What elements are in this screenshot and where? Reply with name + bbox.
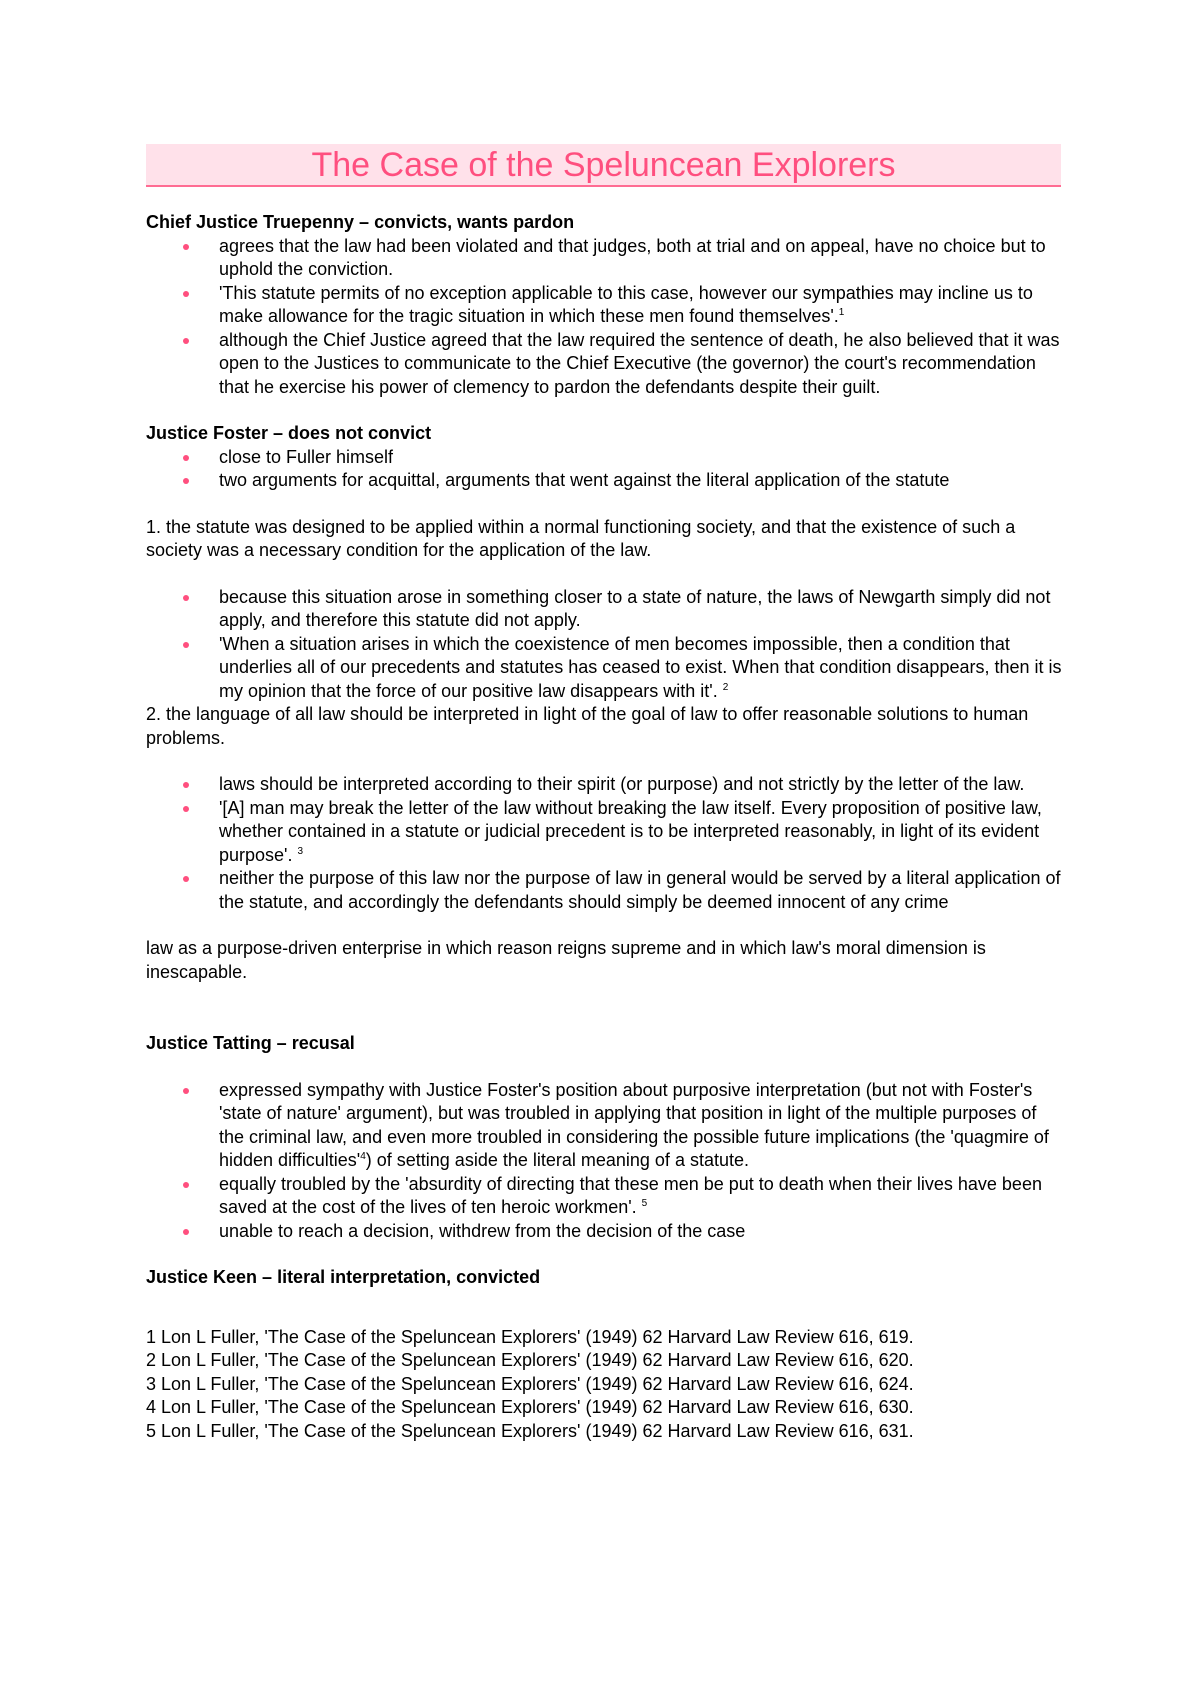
spacer	[146, 399, 1064, 422]
spacer	[146, 563, 1064, 586]
bullet-icon	[183, 455, 189, 461]
footnote-ref: 4	[360, 1151, 366, 1162]
spacer	[146, 493, 1064, 516]
bullet-text: equally troubled by the 'absurdity of directing that these men be put to death when their lives have been saved at the cost of the lives of ten heroic workmen'.	[219, 1173, 1042, 1217]
truepenny-bullet-list	[146, 235, 1064, 400]
bullet-text: 'When a situation arises in which the coexistence of men becomes impossible, then a condition that underlies all of our precedents and statutes has ceased to exist. When that condition disappears, then it is my opinion that the force of our positive law disappears with it'.	[219, 633, 1062, 701]
foster-point2-bullet-list	[146, 773, 1064, 914]
bullet-icon	[183, 478, 189, 484]
document-body	[146, 211, 1064, 1443]
list-item	[219, 773, 1064, 797]
footnotes	[146, 1326, 1064, 1444]
list-item	[219, 235, 1064, 282]
bullet-text: '[A] man may break the letter of the law without breaking the law itself. Every proposition of positive law, whether contained in a statute or judicial precedent is to be interpreted reasonably, in light of its evident purpose'.	[219, 797, 1042, 865]
bullet-icon	[183, 642, 189, 648]
bullet-icon	[183, 876, 189, 882]
list-item	[219, 586, 1064, 633]
bullet-icon	[183, 806, 189, 812]
list-item	[219, 1079, 1064, 1173]
heading-tatting: Justice Tatting – recusal	[146, 1033, 355, 1053]
footnote: 5 Lon L Fuller, 'The Case of the Speluncean Explorers' (1949) 62 Harvard Law Review 616, 631.	[146, 1420, 914, 1441]
title-banner	[146, 144, 1061, 187]
bullet-icon	[183, 338, 189, 344]
list-item	[219, 1173, 1064, 1220]
bullet-icon	[183, 1088, 189, 1094]
bullet-text: unable to reach a decision, withdrew from the decision of the case	[219, 1220, 746, 1241]
bullet-text: laws should be interpreted according to their spirit (or purpose) and not strictly by the letter of the law.	[219, 774, 1025, 794]
tatting-bullet-list	[146, 1079, 1064, 1244]
footnote-ref: 2	[722, 681, 729, 693]
list-item	[219, 469, 1064, 493]
spacer	[146, 914, 1064, 937]
list-item	[219, 329, 1064, 400]
list-item	[219, 446, 1064, 470]
footnote-ref: 5	[641, 1198, 648, 1209]
foster-summary: law as a purpose-driven enterprise in which reason reigns supreme and in which law's moral dimension is inescapable.	[146, 938, 986, 982]
spacer	[146, 750, 1064, 773]
list-item	[219, 867, 1064, 914]
bullet-text: 'This statute permits of no exception applicable to this case, however our sympathies may incline us to make allowance for the tragic situation in which these men found themselves'.	[219, 282, 1033, 326]
bullet-text: neither the purpose of this law nor the purpose of law in general would be served by a literal application of the statute, and accordingly the defendants should simply be deemed innocent of any crime	[219, 868, 1061, 912]
footnote: 1 Lon L Fuller, 'The Case of the Speluncean Explorers' (1949) 62 Harvard Law Review 616, 619.	[146, 1326, 914, 1347]
document-title: The Case of the Speluncean Explorers	[311, 146, 896, 184]
footnote: 3 Lon L Fuller, 'The Case of the Speluncean Explorers' (1949) 62 Harvard Law Review 616, 624.	[146, 1373, 914, 1394]
bullet-text: ) of setting aside the literal meaning of a statute.	[365, 1150, 749, 1170]
bullet-icon	[183, 1229, 189, 1235]
bullet-icon	[183, 1182, 189, 1188]
bullet-icon	[183, 782, 189, 788]
foster-bullet-list	[146, 446, 1064, 493]
footnote: 2 Lon L Fuller, 'The Case of the Speluncean Explorers' (1949) 62 Harvard Law Review 616, 620.	[146, 1350, 914, 1370]
bullet-icon	[183, 291, 189, 297]
spacer	[146, 1243, 1064, 1266]
heading-keen: Justice Keen – literal interpretation, convicted	[146, 1267, 541, 1287]
bullet-text: expressed sympathy with Justice Foster's position about purposive interpretation (but not with Foster's 'state of nature' argument), but was troubled in applying that position in light of the multiple purposes of the criminal law, and even more troubled in considering the possible future implications (the 'quagmire of hidden difficulties'	[219, 1079, 1049, 1170]
spacer	[146, 1056, 1064, 1079]
list-item	[219, 797, 1064, 868]
heading-truepenny: Chief Justice Truepenny – convicts, wants pardon	[146, 212, 575, 232]
foster-point1-bullet-list	[146, 586, 1064, 704]
foster-point-2: 2. the language of all law should be interpreted in light of the goal of law to offer reasonable solutions to human problems.	[146, 704, 1029, 748]
foster-point-1: 1. the statute was designed to be applied within a normal functioning society, and that the existence of such a society was a necessary condition for the application of the law.	[146, 516, 1016, 560]
list-item	[219, 282, 1064, 329]
bullet-text: because this situation arose in something closer to a state of nature, the laws of Newgarth simply did not apply, and therefore this statute did not apply.	[219, 586, 1051, 630]
list-item	[219, 1220, 1064, 1244]
spacer	[146, 1290, 1064, 1326]
bullet-icon	[183, 244, 189, 250]
bullet-icon	[183, 595, 189, 601]
footnote: 4 Lon L Fuller, 'The Case of the Speluncean Explorers' (1949) 62 Harvard Law Review 616, 630.	[146, 1397, 914, 1417]
spacer	[146, 984, 1064, 1032]
list-item	[219, 633, 1064, 704]
bullet-text: although the Chief Justice agreed that the law required the sentence of death, he also believed that it was open to the Justices to communicate to the Chief Executive (the governor) the court's recommendation that he exercise his power of clemency to pardon the defendants despite their guilt.	[219, 329, 1060, 397]
footnote-ref: 1	[838, 307, 845, 318]
bullet-text: two arguments for acquittal, arguments that went against the literal application of the statute	[219, 470, 950, 490]
bullet-text: close to Fuller himself	[219, 446, 394, 467]
bullet-text: agrees that the law had been violated and that judges, both at trial and on appeal, have no choice but to uphold the conviction.	[219, 235, 1046, 279]
heading-foster: Justice Foster – does not convict	[146, 423, 432, 443]
footnote-ref: 3	[297, 845, 304, 857]
